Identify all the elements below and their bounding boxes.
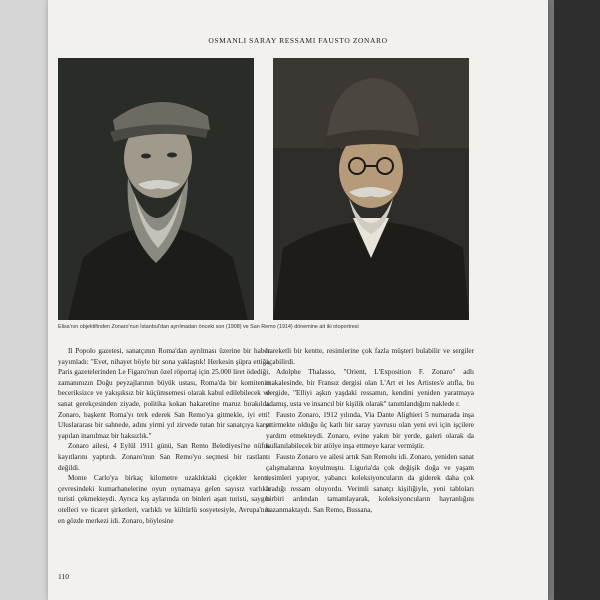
text-column-left: [58, 346, 270, 526]
self-portrait-with-glasses-image: [273, 58, 469, 320]
paragraph: Monte Carlo'ya birkaç kilometre uzaklıktaki çiçekler kenti, çevresindeki kumarhanelerine oyun oynamaya gelen sayısız varlıklı turisti çekmekteydi. Ayrıca kış aylarında on binleri aşan turisti, saygın otelleri ve ticaret şirketleri, varlıklı ve kültürlü sosyetesiyle, Avrupa'nın en gözde merkezi idi. Zonaro, böylesine: [58, 474, 270, 525]
paragraph: Fausto Zonaro, 1912 yılında, Via Dante Alighieri 5 numarada inşa ettirmekte olduğu üç katlı bir saray yavrusu olan yeni evi için işçilere yardım etmekteydi. Zonaro, evine yakın bir yerde, galeri olarak da kullanılabilecek bir atölye inşa ettmeye karar vermiştir.: [266, 410, 474, 451]
paragraph: Fausto Zonaro ve ailesi artık San Remolu idi. Zonaro, yeniden sanat çalışmalarına koyulmuştu. Liguria'da çok değişik doğa ve yaşam resimleri yapıyor, yabancı koleksiyoncuların da giderek daha çok aradığı ressam oluyordu. Verimli sanatçı kişiliğiyle, yeni tabloları birbiri ardından tamamlayarak, koleksiyoncuların hayranlığını kazanmaktaydı. San Remo, Bussana,: [266, 452, 474, 514]
paragraph: Il Popolo gazetesi, sanatçının Roma'dan ayrılması üzerine bir haber yayımladı: "Evet, nihayet böyle bir sona yaklaştık! Herkesin şüpra ettiği, Paris gazetelerinden Le Figaro'nun özel röportaj için 25.000 liret ödediği, zamanınızın Doğu peyzajlarının büyük ustası, Roma'da bir komitenin beceriksizce ve yakışıksız bir küçümsemesi olarak kabul edilebilecek ve sanat gerekçesinden ziyade, politika kokan hakaretine maruz bırakıldı. Zonaro, başkent Roma'yı terk ederek San Remo'ya gitmekle, iyi etti! Uluslararası bir sahnede, adını yirmi yıl zirvede tutan bir sanatçıya karşı yapılan inanılmaz bir haksızlık.": [58, 347, 270, 440]
page-number: 110: [58, 572, 69, 581]
paragraph: Zonaro ailesi, 4 Eylül 1911 günü, San Remo Belediyesi'ne nüfus kayıtlarını yaptırdı. Zonaro'nun San Remo'yu seçmesi bir rastlantı değildi.: [58, 442, 270, 472]
left-margin: [0, 0, 48, 600]
self-portrait-with-cap-image: [58, 58, 254, 320]
book-page: [48, 0, 548, 600]
running-header: OSMANLI SARAY RESSAMI FAUSTO ZONARO: [208, 36, 388, 45]
portrait-photo-1914: [273, 58, 469, 320]
text-column-right: [266, 346, 474, 516]
paragraph: Adolphe Thalasso, "Orient, L'Exposition F. Zonaro" adlı makalesinde, bir Fransız dergisi olan L'Art et les Artistes'e atıfla, bu dergide, "Elliyi aşkın yaşdaki ressamın, kendini yeniden yaratmaya adamış, usta ve insancıl bir kişilik olarak" tanımlandığını naklede r.: [266, 368, 474, 408]
photo-caption: Elisa'nın objektifinden Zonaro'nun İstanbul'dan ayrılmadan önceki son (1908) ve San Remo (1914) dönemine ait iki otoportresi: [58, 324, 359, 330]
paragraph: hareketli bir kentte, resimlerine çok fazla müşteri bulabilir ve sergiler açabilirdi.: [266, 347, 474, 366]
portrait-photo-1908: [58, 58, 254, 320]
page-stack-edge: [548, 0, 554, 600]
book-spine-edge: [548, 0, 600, 600]
